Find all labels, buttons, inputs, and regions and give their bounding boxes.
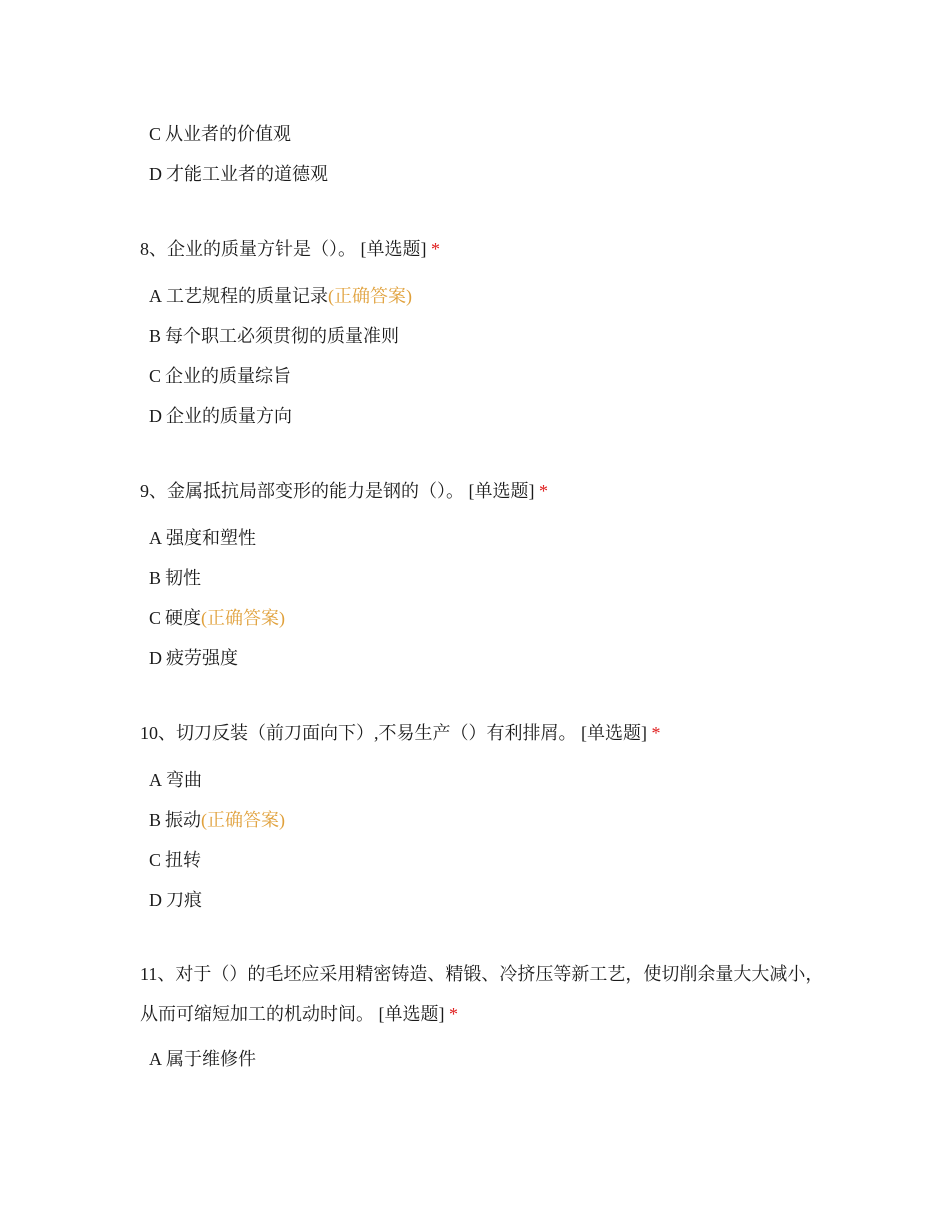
q8-option-a xyxy=(149,284,412,308)
question-11-stem xyxy=(140,954,830,1034)
option-letter: A xyxy=(149,1049,162,1069)
question-9-stem xyxy=(140,471,830,511)
option-letter: A xyxy=(149,770,162,790)
q11-option-a xyxy=(149,1047,256,1071)
option-text: 企业的质量方向 xyxy=(166,406,292,426)
question-number: 8、 xyxy=(140,239,167,259)
question-10-stem xyxy=(140,713,830,753)
option-d xyxy=(149,162,328,186)
option-letter: D xyxy=(149,406,162,426)
correct-answer-label: (正确答案) xyxy=(201,608,286,628)
option-c xyxy=(149,122,291,146)
option-letter: D xyxy=(149,648,162,668)
question-text: 切刀反装（前刀面向下）,不易生产（）有利排屑。 xyxy=(176,723,577,743)
option-text: 韧性 xyxy=(165,568,202,588)
q8-option-b xyxy=(149,324,399,348)
correct-answer-label: (正确答案) xyxy=(201,810,286,830)
option-letter: A xyxy=(149,286,162,306)
option-letter: B xyxy=(149,810,162,830)
option-letter: B xyxy=(149,326,162,346)
q9-option-c xyxy=(149,606,285,630)
question-text: 对于（）的毛坯应采用精密铸造、精锻、冷挤压等新工艺，使切削余量大大减小，从而可缩短加工的机动时间。 xyxy=(140,964,824,1024)
q10-option-b xyxy=(149,808,285,832)
required-marker: * xyxy=(449,1004,458,1024)
option-text: 振动 xyxy=(165,810,202,830)
option-text: 属于维修件 xyxy=(166,1049,256,1069)
required-marker: * xyxy=(651,723,661,743)
option-letter: C xyxy=(149,850,162,870)
q9-option-b xyxy=(149,566,201,590)
q10-option-c xyxy=(149,848,201,872)
option-text: 强度和塑性 xyxy=(166,528,256,548)
question-text: 企业的质量方针是（）。 xyxy=(167,239,356,259)
question-type-tag: [单选题] xyxy=(378,1004,445,1024)
option-letter: C xyxy=(149,608,162,628)
question-number: 9、 xyxy=(140,481,167,501)
option-letter: C xyxy=(149,366,162,386)
question-type-tag: [单选题] xyxy=(360,239,427,259)
option-text: 工艺规程的质量记录 xyxy=(166,286,328,306)
required-marker: * xyxy=(539,481,548,501)
option-text: 硬度 xyxy=(165,608,202,628)
q8-option-c xyxy=(149,364,291,388)
option-letter: D xyxy=(149,164,162,184)
q8-option-d xyxy=(149,404,292,428)
question-number: 10、 xyxy=(140,723,176,743)
option-text: 每个职工必须贯彻的质量准则 xyxy=(165,326,400,346)
question-number: 11、 xyxy=(140,964,176,984)
question-type-tag: [单选题] xyxy=(468,481,535,501)
option-letter: A xyxy=(149,528,162,548)
option-letter: C xyxy=(149,124,162,144)
option-text: 刀痕 xyxy=(166,890,202,910)
q10-option-a xyxy=(149,768,202,792)
question-type-tag: [单选题] xyxy=(581,723,647,743)
q9-option-d xyxy=(149,646,238,670)
question-text: 金属抵抗局部变形的能力是钢的（）。 xyxy=(167,481,464,501)
option-text: 才能工业者的道德观 xyxy=(166,164,328,184)
required-marker: * xyxy=(431,239,440,259)
q10-option-d xyxy=(149,888,202,912)
option-text: 从业者的价值观 xyxy=(165,124,292,144)
option-letter: B xyxy=(149,568,162,588)
q9-option-a xyxy=(149,526,256,550)
option-text: 扭转 xyxy=(165,850,202,870)
correct-answer-label: (正确答案) xyxy=(328,286,412,306)
option-text: 企业的质量综旨 xyxy=(165,366,292,386)
option-text: 疲劳强度 xyxy=(166,648,238,668)
option-text: 弯曲 xyxy=(166,770,202,790)
option-letter: D xyxy=(149,890,162,910)
question-8-stem xyxy=(140,229,830,269)
